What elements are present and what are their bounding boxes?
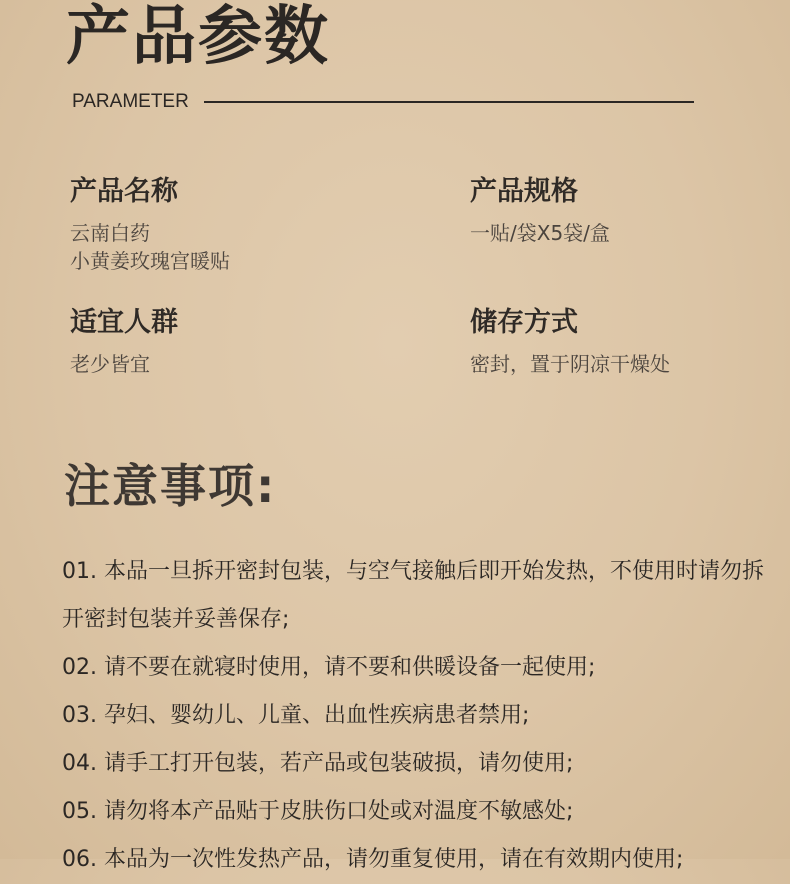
spec-label: 适宜人群 bbox=[70, 307, 178, 338]
spec-value: 老少皆宜 bbox=[70, 352, 150, 376]
notes-title: 注意事项: bbox=[64, 459, 277, 513]
note-item: 02. 请不要在就寝时使用，请不要和供暖设备一起使用; bbox=[62, 655, 596, 680]
spec-value: 云南白药 小黄姜玫瑰宫暖贴 bbox=[70, 221, 230, 273]
spec-product-name bbox=[70, 175, 390, 275]
page-title: 产品参数 bbox=[66, 0, 330, 74]
note-item: 05. 请勿将本产品贴于皮肤伤口处或对温度不敏感处; bbox=[62, 799, 574, 824]
spec-value: 密封，置于阴凉干燥处 bbox=[470, 352, 670, 376]
spec-value: 一贴/袋X5袋/盒 bbox=[470, 221, 610, 245]
parameter-label: PARAMETER bbox=[72, 91, 189, 112]
note-item: 01. 本品一旦拆开密封包装，与空气接触后即开始发热，不使用时请勿拆开密封包装并妥善保存; bbox=[62, 559, 764, 632]
spec-label: 产品规格 bbox=[470, 176, 578, 207]
note-item: 04. 请手工打开包装，若产品或包装破损，请勿使用; bbox=[62, 751, 574, 776]
spec-product-size bbox=[470, 175, 790, 247]
spec-storage bbox=[470, 306, 790, 378]
notes-list bbox=[62, 548, 772, 884]
parameter-divider-row bbox=[72, 90, 694, 114]
spec-label: 产品名称 bbox=[70, 176, 178, 207]
note-item: 03. 孕妇、婴幼儿、儿童、出血性疾病患者禁用; bbox=[62, 703, 530, 728]
note-item: 06. 本品为一次性发热产品，请勿重复使用，请在有效期内使用; bbox=[62, 847, 684, 872]
divider-line bbox=[204, 101, 694, 103]
spec-label: 储存方式 bbox=[470, 307, 578, 338]
spec-target-group bbox=[70, 306, 390, 378]
